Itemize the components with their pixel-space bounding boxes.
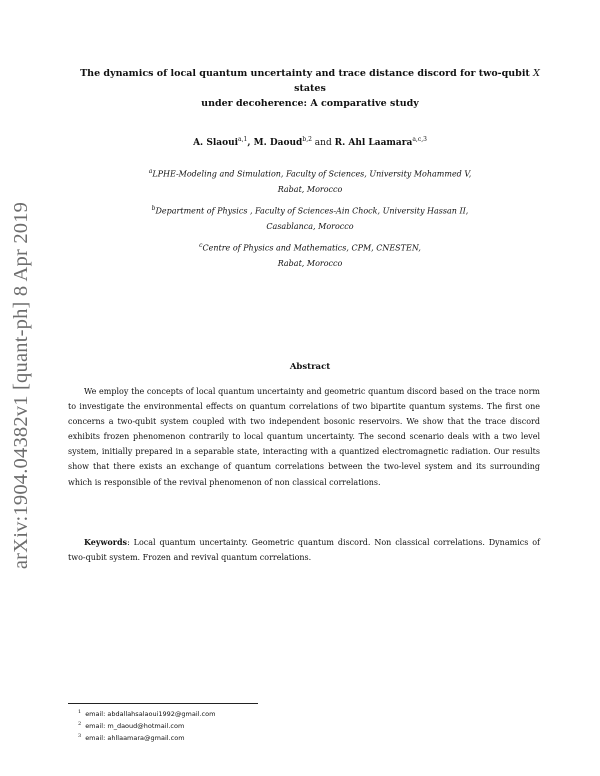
title-line-2: under decoherence: A comparative study (201, 98, 419, 109)
footnote-2-text: email: m_daoud@hotmail.com (85, 722, 185, 731)
footnote-1-text: email: abdallahsalaoui1992@gmail.com (85, 710, 216, 719)
title-line-1-prefix: The dynamics of local quantum uncertainty and trace distance discord for two-qubit (80, 68, 534, 79)
affiliation-c-marker: c (199, 242, 203, 249)
author-2-name: M. Daoud (253, 138, 303, 148)
affiliation-a-line-1 (100, 164, 520, 182)
affiliation-a-line-1-text: LPHE-Modeling and Simulation, Faculty of Sciences, University Mohammed V, (152, 169, 472, 179)
author-3-marker: a,c,3 (412, 136, 427, 143)
abstract-heading: Abstract (289, 362, 331, 372)
title-line-1-suffix: states (294, 83, 326, 94)
paper-title (70, 66, 550, 111)
affiliation-b (100, 201, 520, 234)
footnote-3-text: email: ahllaamara@gmail.com (85, 734, 185, 743)
keywords-paragraph (68, 535, 540, 565)
author-1-marker: a,1 (238, 136, 248, 143)
author-separator-2: and (311, 138, 335, 148)
footnote-rule (68, 703, 258, 704)
arxiv-stamp-text: arXiv:1904.04382v1 [quant-ph] 8 Apr 2019 (10, 201, 33, 569)
affiliation-b-marker: b (151, 205, 156, 212)
affiliation-c-line-1-text: Centre of Physics and Mathematics, CPM, CNESTEN, (202, 243, 421, 253)
author-separator-1: , (247, 138, 254, 148)
author-1-name: A. Slaoui (193, 138, 239, 148)
abstract-body: We employ the concepts of local quantum uncertainty and geometric quantum discord based on the trace norm to investigate the environmental effects on quantum correlations of two bipartite quantum systems. The first one concerns a two-qubit system coupled with two independent bosonic reservoirs. We show that the trace discord exhibits frozen phenomenon contrarily to local quantum uncertainty. The second scenario deals with a two level system, initially prepared in a separable state, interacting with a quantized electromagnetic radiation. Our results show that there exists an exchange of quantum correlations between the two-level system and its surrounding which is responsible of the revival phenomenon of non classical correlations. (68, 387, 540, 487)
affiliation-b-line-1-text: Department of Physics , Faculty of Sciences-Ain Chock, University Hassan II, (155, 206, 469, 216)
footnote-1-mark: 1 (78, 709, 82, 715)
affiliation-a-marker: a (148, 168, 153, 175)
keywords-text: : Local quantum uncertainty. Geometric quantum discord. Non classical correlations. Dynamics of two-qubit system. Frozen and revival quantum correlations. (68, 538, 540, 563)
affiliation-c-line-2: Rabat, Morocco (277, 258, 343, 268)
affiliation-c (100, 238, 520, 271)
affiliation-a-line-2: Rabat, Morocco (277, 184, 343, 194)
footnotes (78, 707, 215, 743)
title-line-1 (70, 66, 550, 96)
affiliation-b-line-1 (100, 201, 520, 219)
affiliation-b-line-2: Casablanca, Morocco (266, 221, 354, 231)
author-2-marker: b,2 (302, 136, 312, 143)
affiliation-c-line-1 (100, 238, 520, 256)
title-variable: X (533, 68, 540, 79)
keywords-label: Keywords (84, 537, 128, 547)
author-3-name: R. Ahl Laamara (334, 138, 413, 148)
footnote-2-mark: 2 (78, 721, 82, 728)
footnote-3 (78, 731, 215, 743)
footnote-2 (78, 719, 215, 731)
author-list (70, 136, 550, 148)
footnote-3-mark: 3 (78, 733, 82, 740)
arxiv-stamp (6, 190, 38, 580)
footnote-1 (78, 707, 215, 719)
affiliation-a (100, 164, 520, 197)
